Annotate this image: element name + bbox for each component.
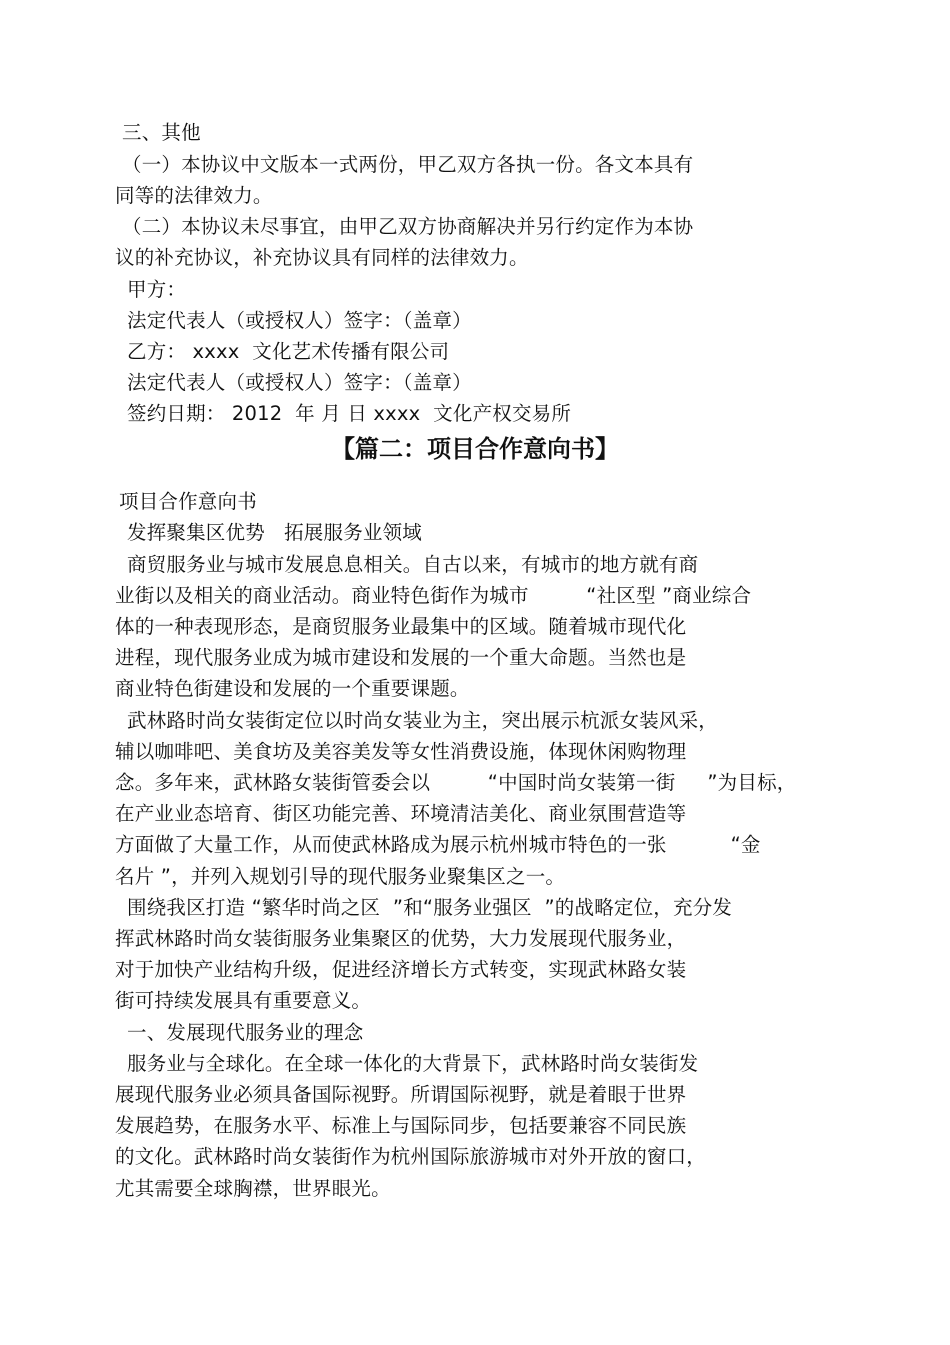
section-heading-concept: 一、发展现代服务业的理念: [127, 1021, 364, 1044]
paragraph-line: （一）本协议中文版本一式两份，甲乙双方各执一份。各文本具有: [122, 153, 694, 176]
paragraph-line: 体的一种表现形态，是商贸服务业最集中的区域。随着城市现代化: [115, 615, 687, 638]
signature-line-b: 法定代表人（或授权人）签字：（盖章）: [127, 371, 472, 394]
paragraph-line: 在产业业态培育、街区功能完善、环境清洁美化、商业氛围营造等: [115, 802, 687, 825]
signing-date-line: 签约日期： 2012 年 月 日 xxxx 文化产权交易所: [127, 402, 572, 425]
paragraph-line: 挥武林路时尚女装街服务业集聚区的优势，大力发展现代服务业，: [115, 927, 687, 950]
paragraph-line: 武林路时尚女装街定位以时尚女装业为主，突出展示杭派女装风采，: [127, 709, 719, 732]
paragraph-line: 业街以及相关的商业活动。商业特色街作为城市 “社区型 ”商业综合: [115, 584, 752, 607]
paragraph-line: 辅以咖啡吧、美食坊及美容美发等女性消费设施，体现休闲购物理: [115, 740, 687, 763]
paragraph-line: 商贸服务业与城市发展息息相关。自古以来，有城市的地方就有商: [127, 553, 699, 576]
party-b-label: 乙方： xxxx 文化艺术传播有限公司: [127, 340, 450, 363]
paragraph-line: （二）本协议未尽事宜，由甲乙双方协商解决并另行约定作为本协: [122, 215, 694, 238]
paragraph-line: 名片 ”，并列入规划引导的现代服务业聚集区之一。: [115, 865, 566, 888]
paragraph-line: 发展趋势，在服务水平、标准上与国际同步，包括要兼容不同民族: [115, 1114, 687, 1137]
paragraph-line: 服务业与全球化。在全球一体化的大背景下，武林路时尚女装街发: [127, 1052, 699, 1075]
party-a-label: 甲方：: [127, 278, 187, 301]
paragraph-line: 进程，现代服务业成为城市建设和发展的一个重大命题。当然也是: [115, 646, 687, 669]
paragraph-line: 同等的法律效力。: [115, 184, 273, 207]
paragraph-line: 商业特色街建设和发展的一个重要课题。: [115, 677, 470, 700]
chapter-heading: 【篇二：项目合作意向书】: [331, 435, 619, 463]
paragraph-line: 方面做了大量工作，从而使武林路成为展示杭州城市特色的一张 “金: [115, 833, 761, 856]
document-subtitle: 发挥聚集区优势 拓展服务业领域: [127, 521, 422, 544]
document-title: 项目合作意向书: [119, 490, 257, 513]
signature-line-a: 法定代表人（或授权人）签字：（盖章）: [127, 309, 472, 332]
paragraph-line: 围绕我区打造 “繁华时尚之区 ”和“服务业强区 ”的战略定位，充分发: [127, 896, 733, 919]
paragraph-line: 念。多年来，武林路女装街管委会以 “中国时尚女装第一街 ”为目标，: [115, 771, 797, 794]
paragraph-line: 街可持续发展具有重要意义。: [115, 989, 372, 1012]
paragraph-line: 的文化。武林路时尚女装街作为杭州国际旅游城市对外开放的窗口，: [115, 1145, 707, 1168]
section-title-other: 三、其他: [122, 121, 201, 144]
paragraph-line: 议的补充协议，补充协议具有同样的法律效力。: [115, 246, 529, 269]
paragraph-line: 展现代服务业必须具备国际视野。所谓国际视野，就是着眼于世界: [115, 1083, 687, 1106]
paragraph-line: 尤其需要全球胸襟，世界眼光。: [115, 1177, 391, 1200]
paragraph-line: 对于加快产业结构升级，促进经济增长方式转变，实现武林路女装: [115, 958, 687, 981]
